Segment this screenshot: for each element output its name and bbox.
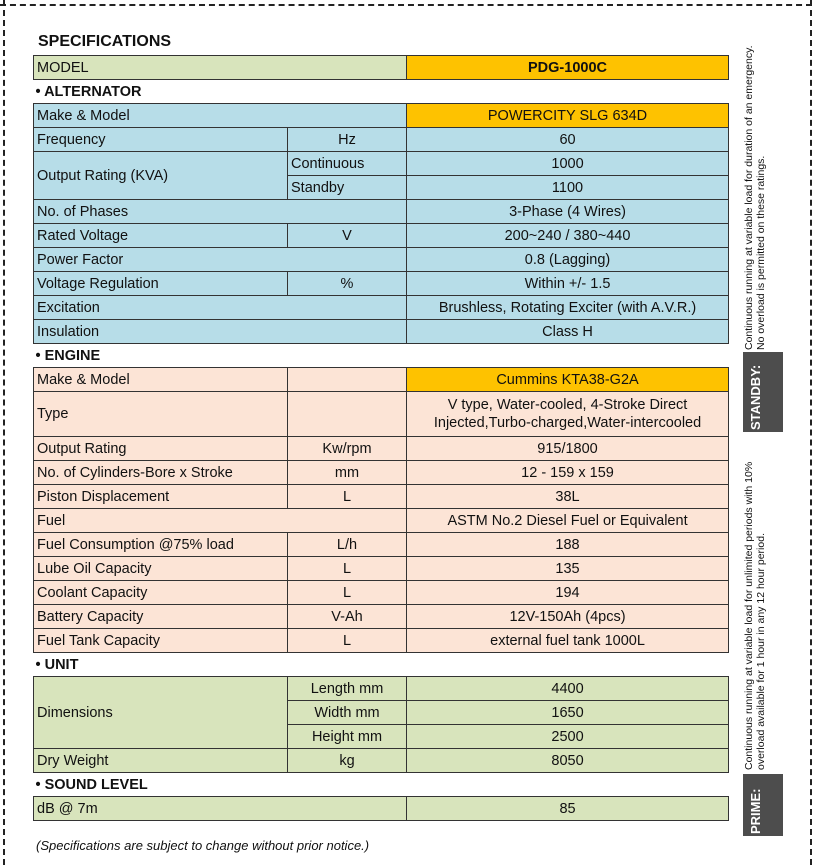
row-value: Within +/- 1.5 <box>407 272 729 296</box>
row-unit: % <box>288 272 407 296</box>
model-value: PDG-1000C <box>407 56 729 80</box>
row-value: 85 <box>407 797 729 821</box>
row-label: Piston Displacement <box>34 485 288 509</box>
standby-text-1: Continuous running at variable load for duration of an emergency. <box>743 45 755 350</box>
row-label: Power Factor <box>34 248 407 272</box>
row-value: 2500 <box>407 725 729 749</box>
row-unit: kg <box>288 749 407 773</box>
cut-line-right <box>810 0 812 865</box>
table-row <box>34 200 729 224</box>
prime-label-bar <box>743 774 783 836</box>
row-label: No. of Cylinders-Bore x Stroke <box>34 461 288 485</box>
row-value: 188 <box>407 533 729 557</box>
table-row <box>34 296 729 320</box>
row-label: Make & Model <box>34 104 407 128</box>
model-label: MODEL <box>34 56 407 80</box>
row-unit: V-Ah <box>288 605 407 629</box>
engine-group <box>34 368 729 653</box>
row-value: 194 <box>407 581 729 605</box>
table-row <box>34 272 729 296</box>
row-label: Fuel Tank Capacity <box>34 629 288 653</box>
specifications-table <box>33 55 729 821</box>
table-row <box>34 677 729 701</box>
sound-group <box>34 797 729 821</box>
section-alternator: • ALTERNATOR <box>34 80 729 104</box>
alternator-group <box>34 104 729 344</box>
row-label: dB @ 7m <box>34 797 407 821</box>
row-label: Frequency <box>34 128 288 152</box>
model-row <box>34 56 729 80</box>
table-row <box>34 533 729 557</box>
row-unit: V <box>288 224 407 248</box>
disclaimer-note: (Specifications are subject to change without prior notice.) <box>36 838 370 853</box>
prime-text-1: Continuous running at variable load for unlimited periods with 10% <box>743 461 755 770</box>
row-value: 38L <box>407 485 729 509</box>
row-label: No. of Phases <box>34 200 407 224</box>
row-unit <box>288 392 407 437</box>
row-label: Type <box>34 392 288 437</box>
row-unit: L <box>288 485 407 509</box>
row-value: 1000 <box>407 152 729 176</box>
row-unit: mm <box>288 461 407 485</box>
standby-label: STANDBY: <box>748 364 763 430</box>
table-row <box>34 320 729 344</box>
table-row <box>34 392 729 437</box>
table-row <box>34 797 729 821</box>
row-value: POWERCITY SLG 634D <box>407 104 729 128</box>
standby-note <box>743 40 773 350</box>
section-unit: • UNIT <box>34 653 729 677</box>
row-label: Rated Voltage <box>34 224 288 248</box>
table-row <box>34 128 729 152</box>
row-label: Fuel Consumption @75% load <box>34 533 288 557</box>
row-value: external fuel tank 1000L <box>407 629 729 653</box>
cut-line-top <box>0 4 812 6</box>
row-label: Insulation <box>34 320 407 344</box>
row-label: Fuel <box>34 509 407 533</box>
table-row <box>34 485 729 509</box>
section-sound: • SOUND LEVEL <box>34 773 729 797</box>
row-unit: Kw/rpm <box>288 437 407 461</box>
row-label: Make & Model <box>34 368 288 392</box>
row-value: 12 - 159 x 159 <box>407 461 729 485</box>
row-unit: Width mm <box>288 701 407 725</box>
row-label: Lube Oil Capacity <box>34 557 288 581</box>
standby-label-bar <box>743 352 783 432</box>
table-row <box>34 509 729 533</box>
row-unit: Length mm <box>288 677 407 701</box>
table-row <box>34 749 729 773</box>
row-unit: Continuous <box>288 152 407 176</box>
row-unit: Hz <box>288 128 407 152</box>
row-unit: L <box>288 557 407 581</box>
row-value: 1650 <box>407 701 729 725</box>
row-value: Cummins KTA38-G2A <box>407 368 729 392</box>
type-line-2: Injected,Turbo-charged,Water-intercooled <box>433 415 702 431</box>
table-row <box>34 581 729 605</box>
prime-text-2: overload available for 1 hour in any 12 hour period. <box>755 533 767 770</box>
row-label: Battery Capacity <box>34 605 288 629</box>
table-row <box>34 104 729 128</box>
table-row <box>34 152 729 176</box>
table-row <box>34 557 729 581</box>
row-value <box>407 392 729 437</box>
prime-label: PRIME: <box>748 788 763 834</box>
row-value: 200~240 / 380~440 <box>407 224 729 248</box>
row-label: Output Rating (KVA) <box>34 152 288 200</box>
table-row <box>34 224 729 248</box>
row-value: 4400 <box>407 677 729 701</box>
row-value: 12V-150Ah (4pcs) <box>407 605 729 629</box>
table-row <box>34 461 729 485</box>
row-value: Brushless, Rotating Exciter (with A.V.R.) <box>407 296 729 320</box>
row-unit: Height mm <box>288 725 407 749</box>
row-label: Dry Weight <box>34 749 288 773</box>
row-label: Dimensions <box>34 677 288 749</box>
row-value: 135 <box>407 557 729 581</box>
table-row <box>34 437 729 461</box>
table-row <box>34 605 729 629</box>
prime-note <box>743 455 773 770</box>
table-row <box>34 629 729 653</box>
standby-text-2: No overload is permitted on these ratings. <box>755 155 767 350</box>
row-label: Output Rating <box>34 437 288 461</box>
row-value: 8050 <box>407 749 729 773</box>
row-value: 3-Phase (4 Wires) <box>407 200 729 224</box>
section-engine: • ENGINE <box>34 344 729 368</box>
row-value: 60 <box>407 128 729 152</box>
unit-group <box>34 677 729 773</box>
row-label: Voltage Regulation <box>34 272 288 296</box>
row-value: 915/1800 <box>407 437 729 461</box>
row-label: Excitation <box>34 296 407 320</box>
row-value: 1100 <box>407 176 729 200</box>
row-unit: L/h <box>288 533 407 557</box>
row-value: 0.8 (Lagging) <box>407 248 729 272</box>
cut-line-left <box>3 0 5 865</box>
row-unit: L <box>288 581 407 605</box>
row-unit <box>288 368 407 392</box>
table-row <box>34 368 729 392</box>
row-value: ASTM No.2 Diesel Fuel or Equivalent <box>407 509 729 533</box>
row-unit: Standby <box>288 176 407 200</box>
table-row <box>34 248 729 272</box>
row-unit: L <box>288 629 407 653</box>
row-label: Coolant Capacity <box>34 581 288 605</box>
row-value: Class H <box>407 320 729 344</box>
page-title: SPECIFICATIONS <box>38 33 172 50</box>
type-line-1: V type, Water-cooled, 4-Stroke Direct <box>447 397 688 413</box>
